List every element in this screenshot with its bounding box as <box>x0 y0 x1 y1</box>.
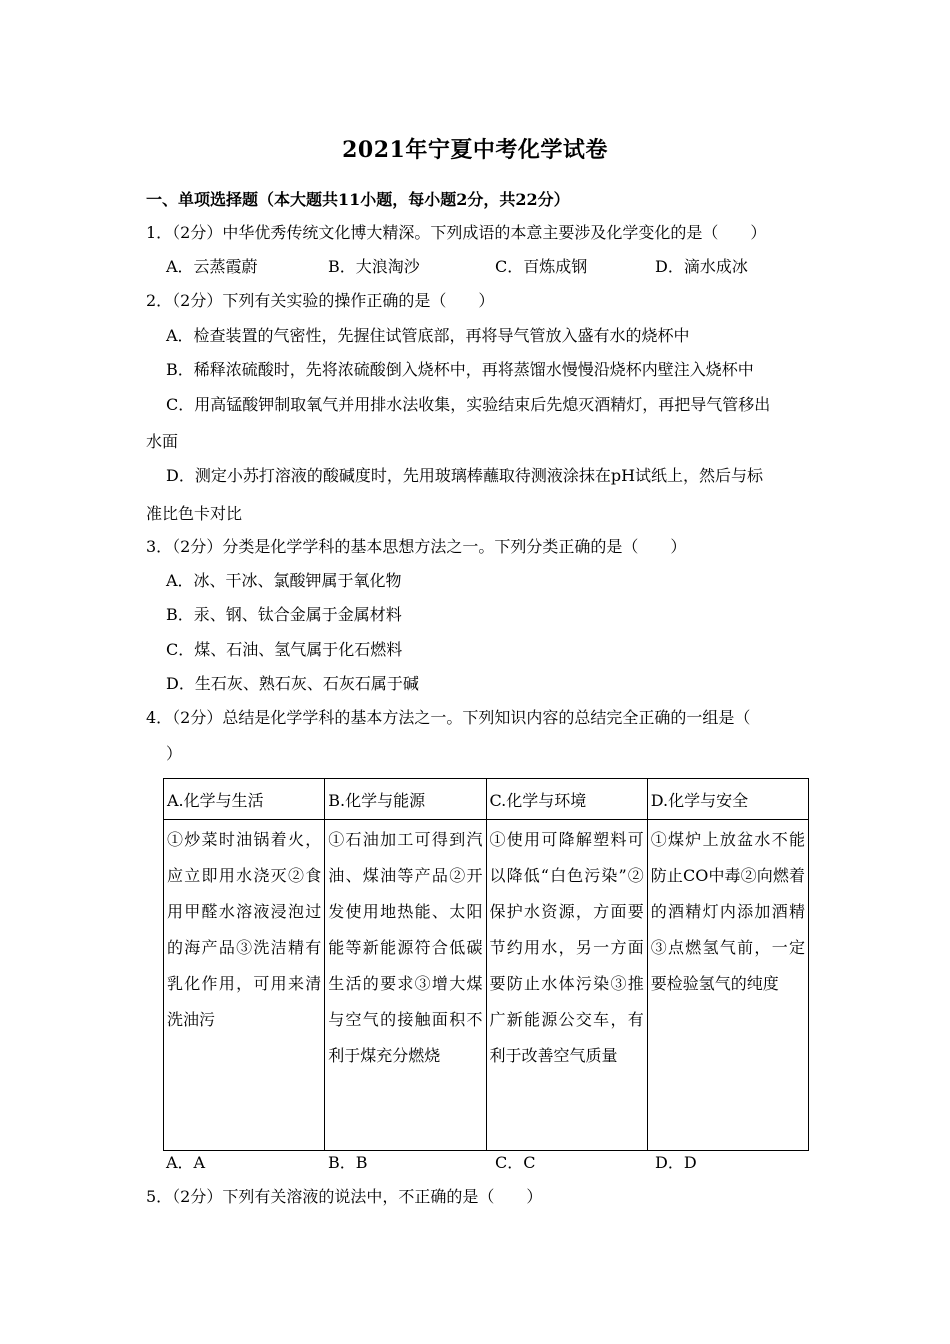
table-row <box>164 820 809 1151</box>
question-3-stem: 3．（2分）分类是化学学科的基本思想方法之一。下列分类正确的是（ ） <box>146 537 687 556</box>
question-4-option-b: B．B <box>328 1153 368 1172</box>
question-2-option-c-cont: 水面 <box>146 432 179 451</box>
question-3-option-d: D．生石灰、熟石灰、石灰石属于碱 <box>166 674 419 693</box>
cell-a-text: ①炒菜时油锅着火，应立即用水浇灭②食用甲醛水溶液浸泡过的海产品③洗洁精有乳化作用，可用来清洗油污 <box>167 830 322 1029</box>
question-3-option-a: A．冰、干冰、氯酸钾属于氧化物 <box>166 571 402 590</box>
question-2-option-a: A．检查装置的气密性，先握住试管底部，再将导气管放入盛有水的烧杯中 <box>166 326 690 345</box>
question-2-option-b: B．稀释浓硫酸时，先将浓硫酸倒入烧杯中，再将蒸馏水慢慢沿烧杯内壁注入烧杯中 <box>166 360 754 379</box>
question-4-stem: 4．（2分）总结是化学学科的基本方法之一。下列知识内容的总结完全正确的一组是（ <box>146 708 751 727</box>
page-title: 2021年宁夏中考化学试卷 <box>342 137 608 163</box>
table-cell-a <box>164 820 325 1151</box>
question-2-option-d: D．测定小苏打溶液的酸碱度时，先用玻璃棒蘸取待测液涂抹在pH试纸上，然后与标 <box>166 466 764 485</box>
question-3-option-c: C．煤、石油、氢气属于化石燃料 <box>166 640 403 659</box>
table-header-c: C.化学与环境 <box>486 779 647 820</box>
table-cell-c <box>486 820 647 1151</box>
question-5-stem: 5．（2分）下列有关溶液的说法中，不正确的是（ ） <box>146 1187 543 1206</box>
question-1-stem: 1．（2分）中华优秀传统文化博大精深。下列成语的本意主要涉及化学变化的是（ ） <box>146 223 767 242</box>
question-4-stem-cont: ） <box>166 744 183 763</box>
question-1-option-c: C．百炼成钢 <box>495 257 588 276</box>
question-1-option-d: D．滴水成冰 <box>655 257 748 276</box>
table-cell-b <box>325 820 486 1151</box>
table-header-a: A.化学与生活 <box>164 779 325 820</box>
question-1-option-a: A．云蒸霞蔚 <box>166 257 258 276</box>
question-2-stem: 2．（2分）下列有关实验的操作正确的是（ ） <box>146 291 495 310</box>
question-2-option-d-cont: 准比色卡对比 <box>146 504 243 523</box>
section-heading: 一、单项选择题（本大题共11小题，每小题2分，共22分） <box>146 190 570 209</box>
question-4-option-d: D．D <box>655 1153 697 1172</box>
question-1-option-b: B．大浪淘沙 <box>328 257 420 276</box>
table-header-d: D.化学与安全 <box>647 779 808 820</box>
question-4-option-c: C．C <box>495 1153 536 1172</box>
question-4-table <box>163 778 809 1151</box>
question-2-option-c: C．用高锰酸钾制取氧气并用排水法收集，实验结束后先熄灭酒精灯，再把导气管移出 <box>166 395 771 414</box>
table-header-row <box>164 779 809 820</box>
cell-d-text: ①煤炉上放盆水不能防止CO中毒②向燃着的酒精灯内添加酒精③点燃氢气前，一定要检验氢气的纯度 <box>650 830 805 993</box>
table-header-b: B.化学与能源 <box>325 779 486 820</box>
table-cell-d <box>647 820 808 1151</box>
question-3-option-b: B．汞、钢、钛合金属于金属材料 <box>166 605 402 624</box>
cell-b-text: ①石油加工可得到汽油、煤油等产品②开发使用地热能、太阳能等新能源符合低碳生活的要求③增大煤与空气的接触面积不利于煤充分燃烧 <box>328 830 483 1065</box>
question-4-option-a: A．A <box>166 1153 206 1172</box>
cell-c-text: ①使用可降解塑料可以降低“白色污染”②保护水资源，方面要节约用水，另一方面要防止水体污染③推广新能源公交车，有利于改善空气质量 <box>489 830 644 1065</box>
